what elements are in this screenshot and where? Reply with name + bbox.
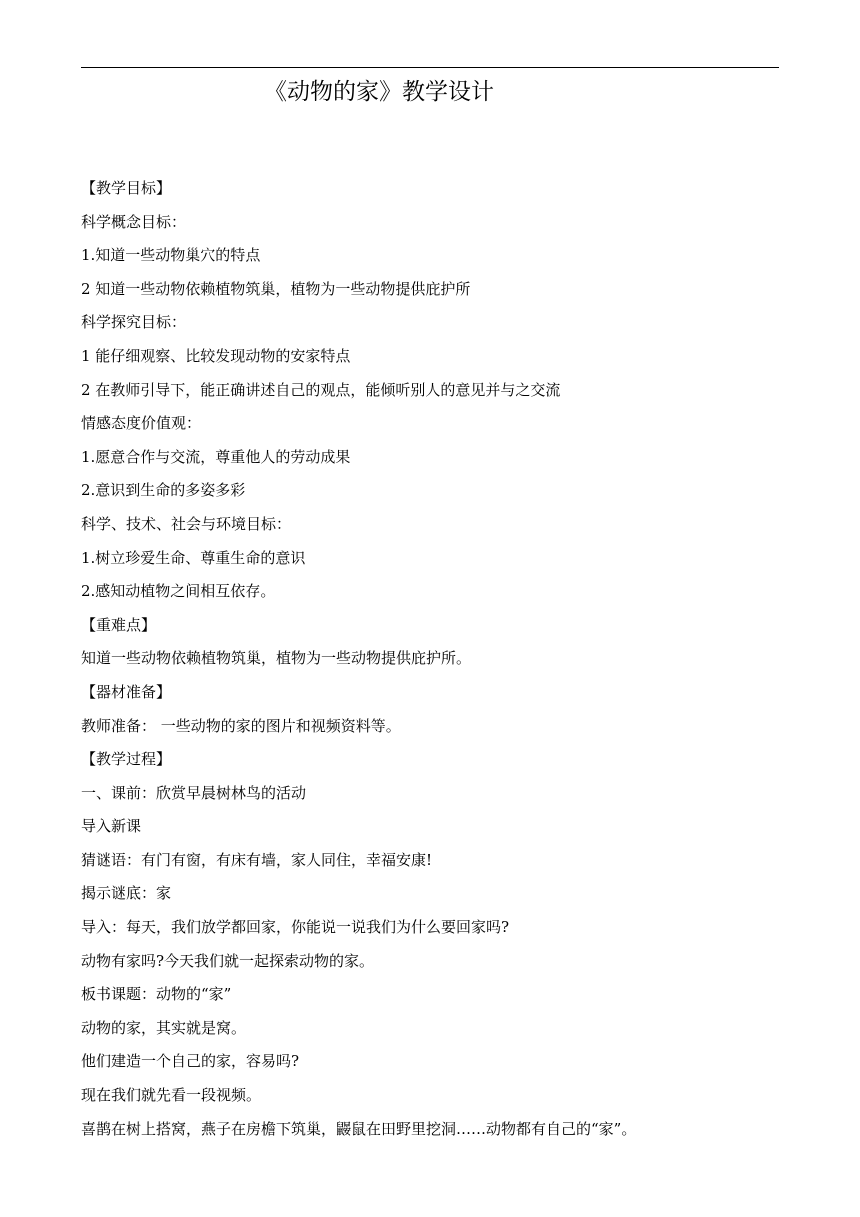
body-line: 1.知道一些动物巢穴的特点 bbox=[81, 246, 261, 265]
body-line: 2.意识到生命的多姿多彩 bbox=[81, 481, 246, 500]
section-heading-materials: 【器材准备】 bbox=[81, 682, 172, 701]
header-rule bbox=[81, 67, 779, 68]
body-line: 揭示谜底：家 bbox=[81, 884, 172, 903]
body-line: 科学探究目标： bbox=[81, 313, 187, 332]
body-line: 情感态度价值观： bbox=[81, 414, 202, 433]
document-title: 《动物的家》教学设计 bbox=[264, 79, 494, 105]
section-heading-key-points: 【重难点】 bbox=[81, 615, 157, 634]
body-line: 板书课题：动物的“家” bbox=[81, 985, 232, 1004]
body-line: 喜鹊在树上搭窝，燕子在房檐下筑巢，鼹鼠在田野里挖洞……动物都有自己的“家”。 bbox=[81, 1119, 637, 1138]
body-line: 猜谜语：有门有窗，有床有墙，家人同住，幸福安康! bbox=[81, 850, 433, 869]
body-line: 动物有家吗?今天我们就一起探索动物的家。 bbox=[81, 951, 375, 970]
body-line: 他们建造一个自己的家，容易吗? bbox=[81, 1052, 300, 1071]
body-line: 2 知道一些动物依赖植物筑巢，植物为一些动物提供庇护所 bbox=[81, 279, 471, 298]
body-line: 知道一些动物依赖植物筑巢，植物为一些动物提供庇护所。 bbox=[81, 649, 472, 668]
body-line: 导入：每天，我们放学都回家，你能说一说我们为什么要回家吗? bbox=[81, 918, 510, 937]
body-line: 2 在教师引导下，能正确讲述自己的观点，能倾听别人的意见并与之交流 bbox=[81, 380, 561, 399]
body-line: 1.树立珍爱生命、尊重生命的意识 bbox=[81, 548, 306, 567]
body-line: 动物的家，其实就是窝。 bbox=[81, 1018, 247, 1037]
body-line: 2.感知动植物之间相互依存。 bbox=[81, 582, 276, 601]
body-line: 导入新课 bbox=[81, 817, 142, 836]
body-line: 科学概念目标： bbox=[81, 212, 187, 231]
section-heading-teaching-process: 【教学过程】 bbox=[81, 750, 172, 769]
body-line: 现在我们就先看一段视频。 bbox=[81, 1086, 262, 1105]
body-line: 1.愿意合作与交流，尊重他人的劳动成果 bbox=[81, 447, 351, 466]
body-line: 教师准备： 一些动物的家的图片和视频资料等。 bbox=[81, 716, 401, 735]
section-heading-teaching-goals: 【教学目标】 bbox=[81, 179, 172, 197]
document-body bbox=[81, 172, 781, 1146]
body-line: 科学、技术、社会与环境目标： bbox=[81, 514, 292, 533]
body-line: 一、课前：欣赏早晨树林鸟的活动 bbox=[81, 783, 307, 802]
body-line: 1 能仔细观察、比较发现动物的安家特点 bbox=[81, 346, 351, 365]
